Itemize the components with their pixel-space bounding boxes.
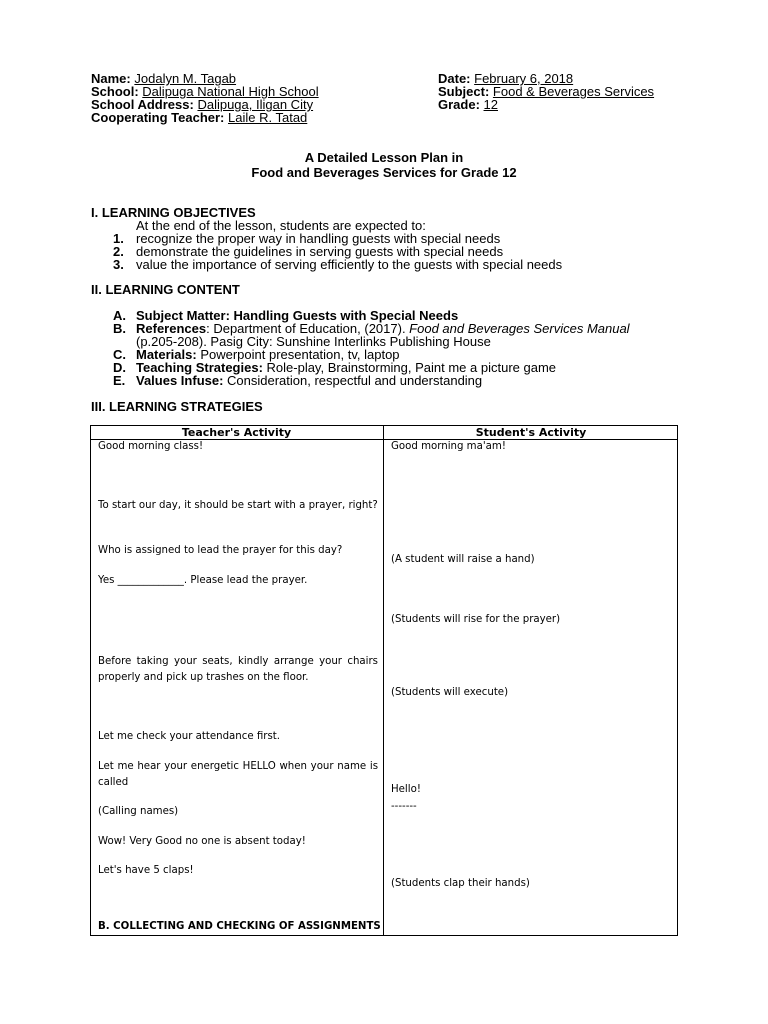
content-item-b-cont: (p.205-208). Pasig City: Sunshine Interlinks Publishing House <box>136 334 491 349</box>
objectives-intro: At the end of the lesson, students are expected to: <box>136 218 426 233</box>
objective-item: 2. demonstrate the guidelines in serving guests with special needs <box>113 244 504 259</box>
teacher-line: Wow! Very Good no one is absent today! <box>98 836 306 847</box>
teacher-line: B. COLLECTING AND CHECKING OF ASSIGNMENTS <box>98 921 381 932</box>
content-heading: II. LEARNING CONTENT <box>91 282 240 297</box>
address-label: School Address: <box>91 97 194 112</box>
document-title-line1: A Detailed Lesson Plan in <box>304 150 464 165</box>
student-line: (Students will execute) <box>391 687 509 698</box>
table-column-divider <box>383 425 384 936</box>
content-item-a: A. Subject Matter: Handling Guests with Special Needs <box>113 308 459 323</box>
objective-item: 3. value the importance of serving efficiently to the guests with special needs <box>113 257 563 272</box>
subject-label: Subject: <box>438 84 490 99</box>
student-line: Hello! <box>391 784 421 795</box>
content-item-b: B. References: Department of Education, (2017). Food and Beverages Services Manual <box>113 321 630 336</box>
grade-label: Grade: <box>438 97 480 112</box>
address-value: Dalipuga, Iligan City <box>197 97 314 112</box>
student-line: ------- <box>391 801 417 812</box>
student-line: (A student will raise a hand) <box>391 554 535 565</box>
subject-value: Food & Beverages Services <box>492 84 655 99</box>
document-title-line2: Food and Beverages Services for Grade 12 <box>251 165 517 180</box>
student-line: (Students clap their hands) <box>391 878 530 889</box>
strategies-heading: III. LEARNING STRATEGIES <box>91 399 263 414</box>
student-activity-header: Student's Activity <box>475 426 587 439</box>
grade-value: 12 <box>483 97 498 112</box>
teacher-line: Who is assigned to lead the prayer for this day? <box>98 545 343 556</box>
coop-teacher-label: Cooperating Teacher: <box>91 110 225 125</box>
date-value: February 6, 2018 <box>474 71 574 86</box>
date-label: Date: <box>438 71 471 86</box>
school-label: School: <box>91 84 139 99</box>
name-label: Name: <box>91 71 131 86</box>
objective-item: 1. recognize the proper way in handling guests with special needs <box>113 231 501 246</box>
teacher-line: To start our day, it should be start with a prayer, right? <box>98 500 378 511</box>
teacher-line: Before taking your seats, kindly arrange your chairs properly and pick up trashes on the floor. <box>98 656 378 683</box>
coop-teacher-value: Laile R. Tatad <box>228 110 308 125</box>
content-item-d: D. Teaching Strategies: Role-play, Brainstorming, Paint me a picture game <box>113 360 557 375</box>
teacher-line: Yes _____________. Please lead the prayer. <box>98 575 308 586</box>
teacher-line: Let's have 5 claps! <box>98 865 194 876</box>
student-line: Good morning ma'am! <box>391 441 506 452</box>
teacher-line: Let me check your attendance first. <box>98 731 281 742</box>
teacher-activity-header: Teacher's Activity <box>181 426 292 439</box>
teacher-line: (Calling names) <box>98 806 179 817</box>
grade-line <box>438 98 498 111</box>
objectives-heading: I. LEARNING OBJECTIVES <box>91 205 256 220</box>
coop-teacher-line <box>91 111 307 124</box>
student-line: (Students will rise for the prayer) <box>391 614 561 625</box>
teacher-line: Good morning class! <box>98 441 204 452</box>
name-value: Jodalyn M. Tagab <box>134 71 237 86</box>
content-item-c: C. Materials: Powerpoint presentation, tv, laptop <box>113 347 400 362</box>
school-value: Dalipuga National High School <box>142 84 319 99</box>
content-item-e: E. Values Infuse: Consideration, respectful and understanding <box>113 373 483 388</box>
teacher-line: Let me hear your energetic HELLO when your name is called <box>98 761 378 788</box>
